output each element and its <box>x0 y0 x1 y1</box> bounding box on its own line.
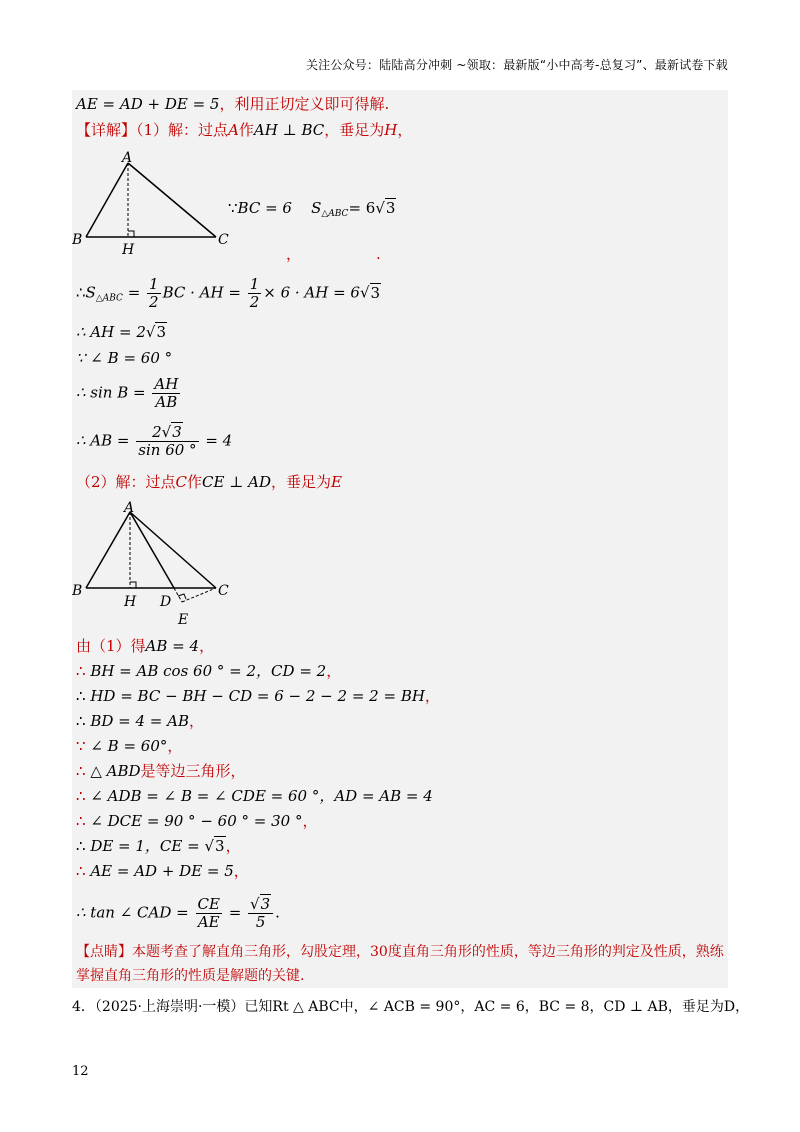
step-expr: ∠ ADB = ∠ B = ∠ CDE = 60 °，AD = AB = 4 <box>90 787 433 805</box>
step-prefix: ∴ <box>76 662 91 680</box>
tan-den2: 5 <box>255 913 266 931</box>
step-line <box>76 686 440 706</box>
given-val: = 6 <box>348 199 376 217</box>
sinb-fraction <box>152 376 180 411</box>
given-comma: ， <box>286 245 302 263</box>
ab-num-a: 2 <box>152 423 162 441</box>
fig2-label-c: C <box>218 583 229 599</box>
step-line <box>76 661 341 681</box>
half2-num: 1 <box>249 275 260 293</box>
ab-fraction: $\frac{2√3}{\sin 60 ^\circ}$ <box>138 423 197 459</box>
part2-zuo: 作 <box>187 473 203 491</box>
s-tail: × 6 · AH = 6 <box>263 283 360 302</box>
step-suffix: ， <box>199 637 215 655</box>
given-root: 3 <box>385 199 396 217</box>
step-suffix: ， <box>225 837 241 855</box>
ah-line: ∴ AH = 2√3 <box>76 323 166 341</box>
s-root: 3 <box>370 283 381 302</box>
half-fraction <box>147 276 161 311</box>
s-sub: △ABC <box>95 293 123 304</box>
tan-num2: 3 <box>260 895 271 913</box>
step-suffix: ， <box>188 712 204 730</box>
fig2-label-e: E <box>178 612 189 628</box>
fig2-label-a: A <box>124 500 135 516</box>
tan-den: AE <box>197 913 220 931</box>
solution-panel <box>72 90 728 988</box>
fig1-label-h: H <box>122 242 135 258</box>
fig1-label-c: C <box>218 232 229 248</box>
page-number: 12 <box>72 1064 89 1079</box>
step-expr: AB = 4 <box>145 637 200 655</box>
detail-line <box>76 120 412 140</box>
ab-pre: ∴ AB = <box>76 431 135 450</box>
sinb-pre: ∴ sin B = <box>76 383 151 402</box>
tan-fraction <box>196 896 222 931</box>
half-num: 1 <box>149 275 159 293</box>
tan-line <box>76 896 280 931</box>
step-expr: ∠ B = 60° <box>90 737 168 755</box>
part2-expr: CE ⊥ AD <box>202 473 271 491</box>
step-line <box>76 636 214 656</box>
step-prefix: ∴ <box>76 787 91 805</box>
step-suffix: ， <box>424 687 440 705</box>
s-line: $\therefore S_{\triangle ABC}$ = $\frac{1}{2}$ BC · AH = $\frac{1}{2}$ × 6 · AH = 6√3 <box>76 275 381 311</box>
ce-root: 3 <box>215 837 225 855</box>
page-header: 关注公众号：陆陆高分冲刺 ~领取：最新版“小中高考-总复习”、最新试卷下载 <box>305 58 728 72</box>
step-suffix: ， <box>167 737 183 755</box>
half2-den: 2 <box>249 293 260 311</box>
triangle-figure-2 <box>72 500 252 630</box>
ab-line <box>76 424 232 459</box>
step-line <box>76 761 246 781</box>
comment-line-2: 掌握直角三角形的性质是解题的关键. <box>76 968 305 984</box>
half-fraction-2 <box>248 276 262 311</box>
tan-eq: = <box>223 903 247 922</box>
step-prefix: ∴ <box>76 687 91 705</box>
step-prefix: ∴ <box>76 862 91 880</box>
ah-root: 3 <box>156 323 166 341</box>
step-line: ∴ DE = 1，CE = √3， <box>76 837 241 855</box>
step-expr: AE = AD + DE = 5 <box>90 862 234 880</box>
tan-fraction-2: $\frac{√3}{5}$ <box>248 896 273 931</box>
question-4: 4．（2025·上海崇明·一模）已知Rt △ ABC中，∠ ACB = 90°，AC = 6，BC = 8，CD ⊥ AB，垂足为D， <box>72 999 750 1015</box>
step-suffix: ， <box>302 812 318 830</box>
step-line <box>76 736 182 756</box>
fig1-label-a: A <box>122 150 133 166</box>
given-bc: BC = 6 <box>237 199 292 217</box>
sinb-den: AB <box>155 393 178 411</box>
step-prefix: ∴ <box>76 712 91 730</box>
part2-text: （2）解：过点 <box>76 473 176 491</box>
step-suffix: 是等边三角形， <box>140 762 246 780</box>
step-expr: HD = BC − BH − CD = 6 − 2 − 2 = 2 = BH <box>90 687 425 705</box>
top-expr: AE = AD + DE = 5 <box>76 95 220 113</box>
step-prefix: ∴ <box>76 812 91 830</box>
comment-tag: 【点睛】 <box>76 944 132 960</box>
top-rest: ，利用正切定义即可得解. <box>219 95 390 113</box>
detail-end: ， <box>397 121 413 139</box>
detail-zuo: 作 <box>238 121 254 139</box>
s-mid: BC · AH = <box>162 283 246 302</box>
s-therefore: ∴ <box>76 283 86 302</box>
part2-line <box>76 472 342 492</box>
top-line <box>76 94 389 114</box>
detail-chuizu: ，垂足为 <box>324 121 385 139</box>
part2-point-c: C <box>175 473 188 491</box>
given-line: ∵BC = 6 $S_{\triangle ABC}= 6√3$ <box>228 199 396 219</box>
given-because: ∵ <box>228 199 238 217</box>
step-expr: BH = AB cos 60 ° = 2，CD = 2 <box>90 662 327 680</box>
s-eq: = <box>122 283 146 302</box>
step-line <box>76 786 433 806</box>
detail-tag: 【详解】 <box>76 121 137 139</box>
detail-expr: AH ⊥ BC <box>253 121 325 139</box>
detail-text: （1）解：过点 <box>136 121 229 139</box>
step-prefix: ∴ <box>76 837 91 855</box>
fig2-label-h: H <box>124 594 137 610</box>
step-expr: DE = 1，CE = <box>90 837 205 855</box>
comment-text-1: 本题考查了解直角三角形，勾股定理，30度直角三角形的性质，等边三角形的判定及性质，熟练 <box>132 944 724 960</box>
fig2-label-d: D <box>160 594 172 610</box>
s-symbol: S <box>85 283 96 302</box>
part2-point-e: E <box>331 473 342 491</box>
angle-b-line: ∵ ∠ B = 60 ° <box>76 349 173 367</box>
step-suffix: ， <box>233 862 249 880</box>
given-s: S <box>311 199 322 217</box>
given-dot: . <box>376 245 381 263</box>
step-line <box>76 811 318 831</box>
step-line <box>76 861 249 881</box>
ah-expr: ∴ AH = 2 <box>76 323 146 341</box>
step-prefix: 由（1）得 <box>76 637 146 655</box>
tan-num: CE <box>197 895 220 913</box>
fig1-label-b: B <box>72 232 83 248</box>
half-den: 2 <box>149 293 159 311</box>
ab-tail: = 4 <box>200 431 233 450</box>
tan-end: . <box>275 903 280 922</box>
fig2-label-b: B <box>72 583 83 599</box>
step-line <box>76 711 204 731</box>
step-prefix: ∴ <box>76 762 91 780</box>
comment-line-1 <box>76 942 724 962</box>
ab-num-root: 3 <box>172 423 182 441</box>
step-expr: △ ABD <box>90 762 141 780</box>
part2-chuizu: ，垂足为 <box>270 473 331 491</box>
ab-den: sin 60 ° <box>138 441 197 459</box>
step-expr: BD = 4 = AB <box>90 712 189 730</box>
triangle-figure-1 <box>72 150 252 260</box>
step-prefix: ∵ <box>76 737 91 755</box>
given-sub: △ABC <box>321 209 349 219</box>
detail-point-h: H <box>384 121 398 139</box>
step-suffix: ， <box>326 662 342 680</box>
sinb-num: AH <box>154 375 179 393</box>
detail-point-a: A <box>228 121 239 139</box>
step-expr: ∠ DCE = 90 ° − 60 ° = 30 ° <box>90 812 303 830</box>
sinb-line <box>76 376 182 411</box>
tan-pre: ∴ tan ∠ CAD = <box>76 903 194 922</box>
